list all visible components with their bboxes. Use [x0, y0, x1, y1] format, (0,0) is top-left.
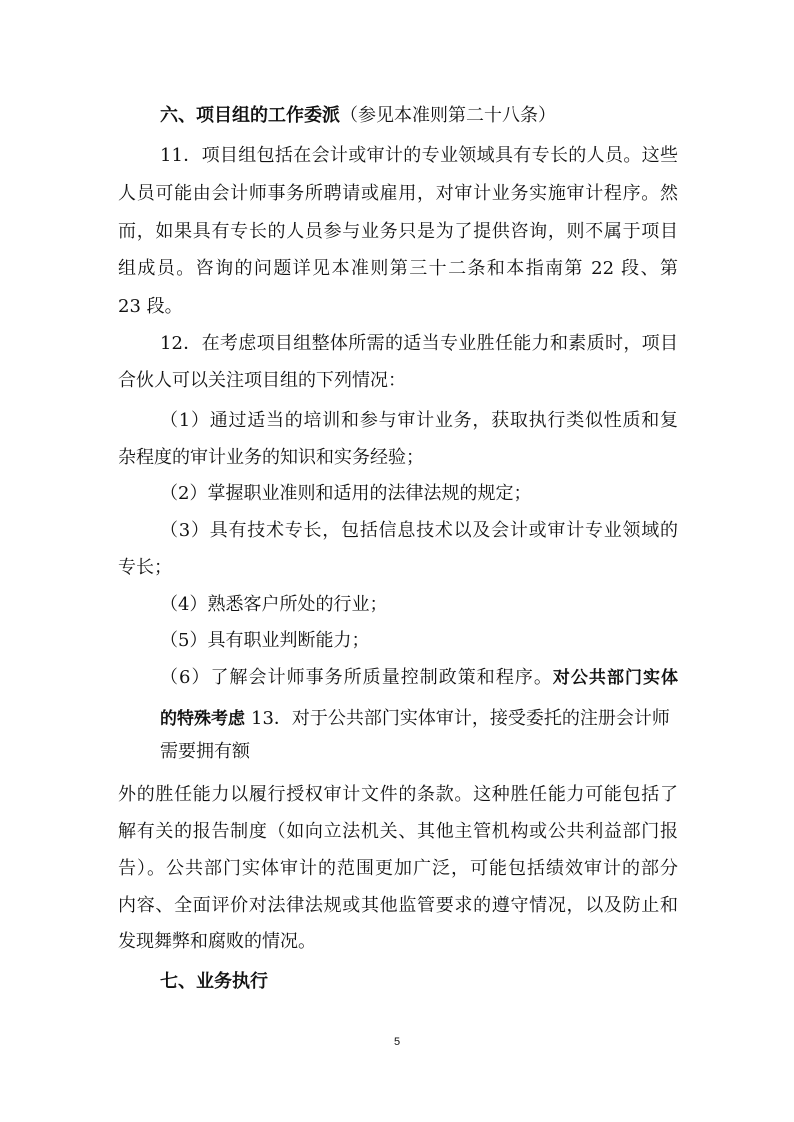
- section-6-heading: [160, 104, 556, 128]
- item-6: （6）了解会计师事务所质量控制政策和程序。: [160, 667, 553, 688]
- para-11-line-3: 而，如果具有专长的人员参与业务只是为了提供咨询，则不属于项目: [118, 221, 678, 242]
- section-6-title: 六、项目组的工作委派: [160, 105, 340, 126]
- para-11-line-5: 23 段。: [118, 296, 183, 317]
- item-3-line-1: （3）具有技术专长，包括信息技术以及会计或审计专业领域的: [160, 520, 678, 541]
- public-sector-line-6: 内容、全面评价对法律法规或其他监管要求的遵守情况，以及防止和: [118, 895, 678, 916]
- public-sector-line-5: 告）。公共部门实体审计的范围更加广泛，可能包括绩效审计的部分: [118, 858, 678, 879]
- para-11-line-2: 人员可能由会计师事务所聘请或雇用，对审计业务实施审计程序。然: [118, 183, 678, 204]
- para-12-line-2: 合伙人可以关注项目组的下列情况：: [118, 370, 406, 391]
- item-2: （2）掌握职业准则和适用的法律法规的规定；: [160, 483, 532, 504]
- public-sector-line-4: 解有关的报告制度（如向立法机关、其他主管机构或公共利益部门报: [118, 821, 678, 842]
- section-7-heading: 七、业务执行: [160, 971, 268, 992]
- item-1-line-2: 杂程度的审计业务的知识和实务经验；: [118, 447, 424, 468]
- para-11-line-1: 11．项目组包括在会计或审计的专业领域具有专长的人员。这些: [160, 145, 678, 166]
- public-sector-line-1: [160, 707, 670, 731]
- page-number: 5: [393, 1036, 401, 1048]
- item-5: （5）具有职业判断能力；: [160, 630, 370, 651]
- public-sector-text-1: 13．对于公共部门实体审计，接受委托的注册会计师: [251, 708, 670, 729]
- public-sector-line-3: 外的胜任能力以履行授权审计文件的条款。这种胜任能力可能包括了: [118, 784, 678, 805]
- para-11-line-4: 组成员。咨询的问题详见本准则第三十二条和本指南第 22 段、第: [118, 258, 678, 279]
- para-12-line-1: 12．在考虑项目组整体所需的适当专业胜任能力和素质时，项目: [160, 333, 678, 354]
- public-sector-heading-part-1: 对公共部门实体: [552, 668, 679, 687]
- item-6-line: [160, 666, 678, 690]
- public-sector-line-2: 需要拥有额: [160, 741, 250, 762]
- public-sector-line-7: 发现舞弊和腐败的情况。: [118, 931, 316, 952]
- public-sector-heading-part-2: 的特殊考虑: [160, 709, 245, 728]
- item-1-line-1: （1）通过适当的培训和参与审计业务，获取执行类似性质和复: [160, 410, 678, 431]
- item-4: （4）熟悉客户所处的行业；: [160, 594, 388, 615]
- item-3-line-2: 专长；: [118, 557, 172, 578]
- section-6-reference: （参见本准则第二十八条）: [340, 105, 556, 126]
